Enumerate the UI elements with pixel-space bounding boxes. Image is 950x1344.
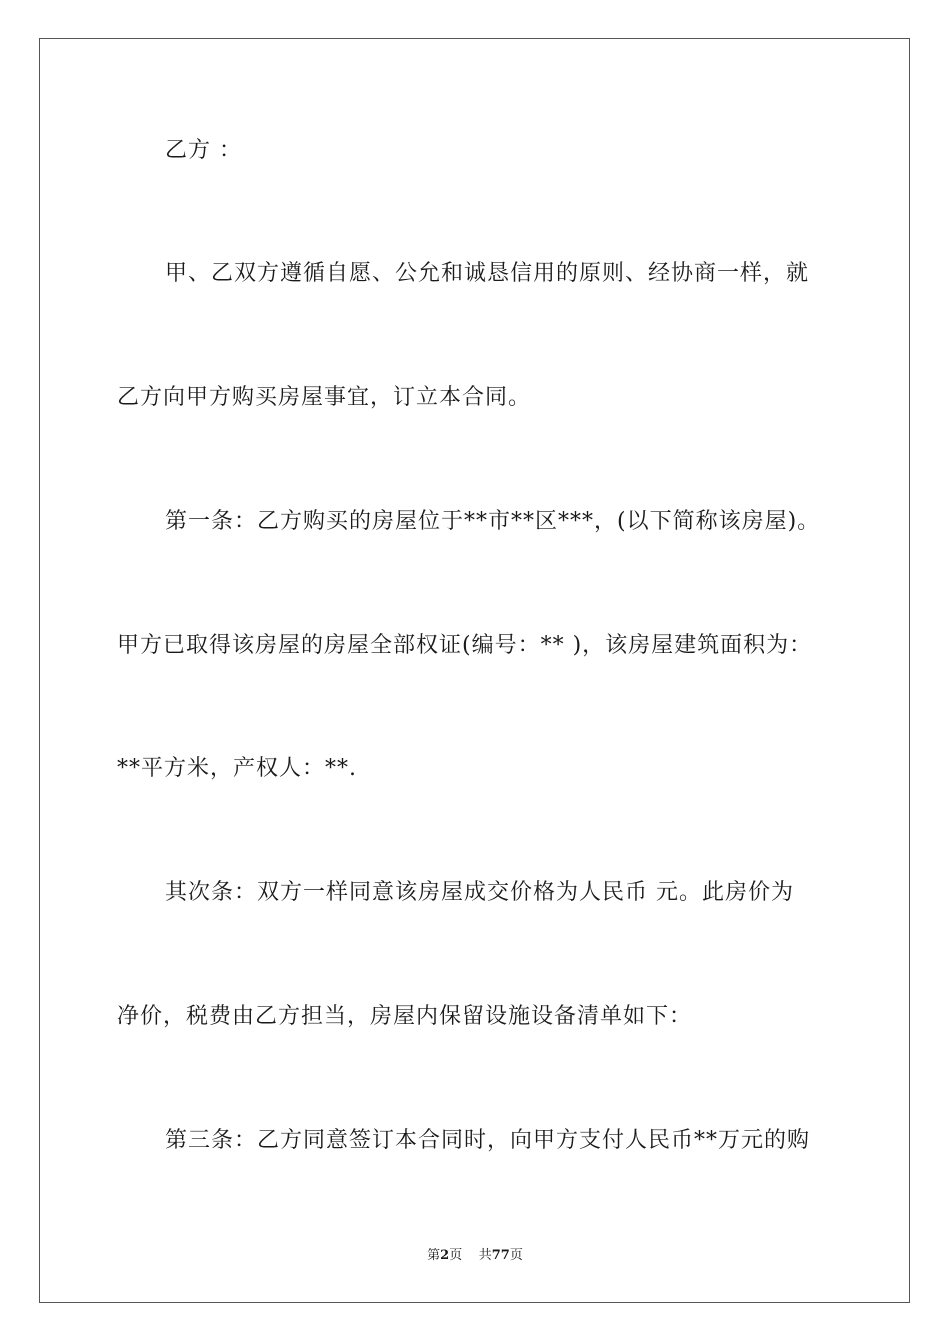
page-border — [39, 38, 910, 1303]
paragraph-line: 乙方向甲方购买房屋事宜，订立本合同。 — [117, 385, 532, 410]
footer-total-prefix: 共 — [478, 1248, 492, 1263]
footer-page-suffix: 页 — [449, 1248, 463, 1263]
paragraph-line: 甲方已取得该房屋的房屋全部权证(编号：** )，该房屋建筑面积为： — [117, 633, 813, 658]
page-footer — [0, 1247, 950, 1265]
paragraph-line-article-1: 第一条：乙方购买的房屋位于**市**区***，(以下简称该房屋)。 — [165, 509, 821, 534]
paragraph-line-article-2: 其次条：双方一样同意该房屋成交价格为人民币 元。此房价为 — [165, 880, 794, 905]
paragraph-line: 净价，税费由乙方担当，房屋内保留设施设备清单如下： — [117, 1004, 693, 1029]
footer-page-number: 2 — [440, 1248, 450, 1263]
paragraph-line: **平方米，产权人：**. — [117, 756, 357, 781]
paragraph-line-article-3: 第三条：乙方同意签订本合同时，向甲方支付人民币**万元的购 — [165, 1128, 811, 1153]
paragraph-line-party-b: 乙方 ： — [165, 138, 242, 163]
footer-total-suffix: 页 — [509, 1248, 523, 1263]
footer-total-pages: 77 — [491, 1248, 510, 1263]
paragraph-line: 甲、乙双方遵循自愿、公允和诚恳信用的原则、经协商一样，就 — [165, 261, 810, 286]
footer-page-prefix: 第 — [427, 1248, 441, 1263]
